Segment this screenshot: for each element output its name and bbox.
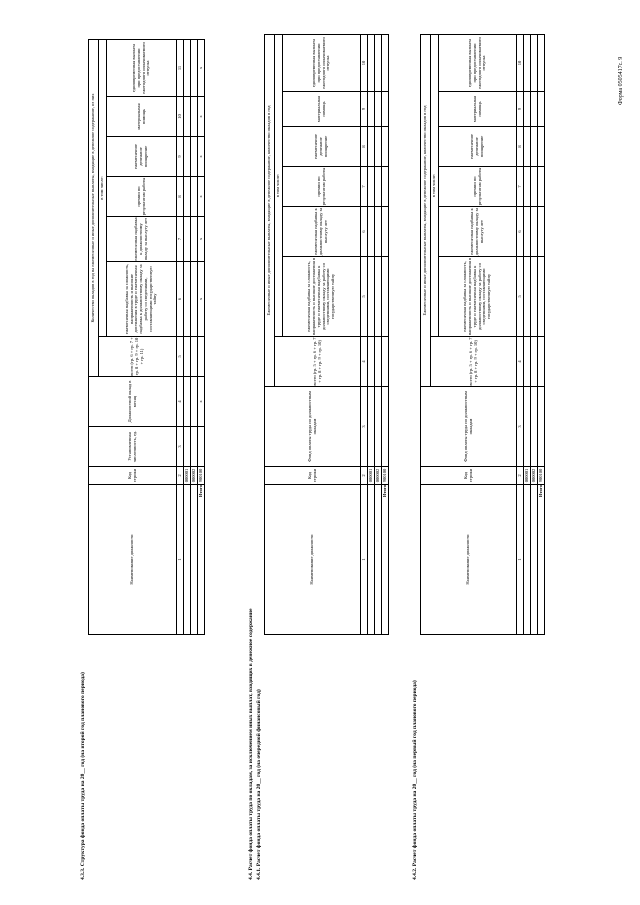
col-header-code: Код строки	[421, 467, 517, 485]
col-header-5: ежемесячная надбавка за сложность, напряженность и высокие достижения в труде и ежемесячная надбавка к должностному окладу за работу со сведениями, составляющими государственную тайну	[283, 257, 361, 337]
form-code: Форма 0505417с. 9	[618, 56, 624, 105]
table-4-3-3	[88, 39, 205, 635]
cell[interactable]	[375, 127, 382, 167]
cell[interactable]	[191, 217, 198, 262]
row-name[interactable]	[531, 485, 538, 635]
cell[interactable]	[184, 137, 191, 177]
cell[interactable]	[538, 387, 545, 467]
col-num: 9	[177, 137, 184, 177]
table-row	[524, 34, 531, 634]
cell[interactable]	[524, 257, 531, 337]
cell: x	[198, 39, 205, 96]
column-number-row	[517, 34, 524, 634]
section-4-4-2-title: 4.4.2. Расчет фонда оплаты труда на 20__ год (на первый год планового периода)	[412, 680, 418, 880]
cell[interactable]	[382, 337, 389, 387]
cell[interactable]	[382, 34, 389, 91]
cell[interactable]	[382, 387, 389, 467]
cell[interactable]	[524, 127, 531, 167]
cell[interactable]	[191, 377, 198, 427]
col-num: 6	[177, 262, 184, 337]
cell[interactable]	[375, 207, 382, 257]
cell[interactable]	[191, 39, 198, 96]
col-num: 5	[361, 257, 368, 337]
col-num: 11	[177, 39, 184, 96]
cell: x	[198, 217, 205, 262]
cell[interactable]	[538, 257, 545, 337]
row-name[interactable]	[191, 485, 198, 635]
col-num: 4	[177, 377, 184, 427]
cell[interactable]	[538, 207, 545, 257]
cell[interactable]	[375, 92, 382, 127]
cell[interactable]	[198, 427, 205, 467]
col-num: 2	[177, 467, 184, 485]
table-row-total	[382, 34, 389, 634]
cell: x	[198, 377, 205, 427]
cell[interactable]	[198, 337, 205, 377]
cell[interactable]	[382, 167, 389, 207]
cell[interactable]	[184, 97, 191, 137]
col-num: 6	[517, 207, 524, 257]
cell[interactable]	[531, 92, 538, 127]
row-name[interactable]	[184, 485, 191, 635]
table-row-total	[198, 39, 205, 634]
group-header: Количество окладов в год на ежемесячные и иные дополнительные выплаты, входящие в денежное содержание, из них	[89, 39, 99, 376]
table-row	[184, 39, 191, 634]
cell[interactable]	[531, 257, 538, 337]
cell[interactable]	[538, 34, 545, 91]
cell[interactable]	[191, 337, 198, 377]
col-num: 1	[517, 485, 524, 635]
col-header-10: единовременная выплата при предоставлении ежегодного оплачиваемого отпуска	[439, 34, 517, 91]
cell[interactable]	[382, 257, 389, 337]
col-num: 7	[177, 217, 184, 262]
col-num: 1	[177, 485, 184, 635]
subgroup-label: в том числе:	[99, 39, 107, 336]
cell[interactable]	[368, 34, 375, 91]
section-4-4-title: 4.4. Расчет фонда оплаты труда по окладам, за исключением иных выплат, входящих в денежное содержание	[248, 608, 254, 880]
col-header-7: ежемесячная надбавка к должностному окладу за выслугу лет	[107, 217, 177, 262]
row-name[interactable]	[368, 485, 375, 635]
cell[interactable]	[524, 34, 531, 91]
row-code: 000001	[184, 467, 191, 485]
col-num: 3	[177, 427, 184, 467]
column-number-row	[361, 34, 368, 634]
cell[interactable]	[382, 207, 389, 257]
cell[interactable]	[368, 127, 375, 167]
cell[interactable]	[531, 167, 538, 207]
group-header: Ежемесячные и иные дополнительные выплаты, входящие в денежное содержание, количество окладов в год	[265, 34, 275, 386]
col-num: 10	[361, 34, 368, 91]
col-header-8: премии по результатам работы	[107, 177, 177, 217]
group-header: Ежемесячные и иные дополнительные выплаты, входящие в денежное содержание, количество окладов в год	[421, 34, 431, 386]
row-code: 000001	[368, 467, 375, 485]
row-code: 900100	[538, 467, 545, 485]
cell[interactable]	[191, 97, 198, 137]
col-header-staff: Установленная численность, ед.	[89, 427, 177, 467]
cell[interactable]	[368, 337, 375, 387]
cell[interactable]	[524, 207, 531, 257]
cell[interactable]	[531, 34, 538, 91]
cell: x	[198, 262, 205, 337]
cell: x	[198, 177, 205, 217]
row-total-label: Итого	[538, 485, 545, 635]
col-header-10: материальная помощь	[107, 97, 177, 137]
row-total-label: Итого	[198, 485, 205, 635]
col-num: 2	[517, 467, 524, 485]
cell[interactable]	[538, 337, 545, 387]
table-row	[375, 34, 382, 634]
cell[interactable]	[538, 92, 545, 127]
cell: x	[198, 97, 205, 137]
row-name[interactable]	[524, 485, 531, 635]
section-4-4-1-title: 4.4.1. Расчет фонда оплаты труда на 20__ год (на очередной финансовый год)	[256, 689, 262, 880]
col-header-name: Наименование должности	[421, 485, 517, 635]
cell[interactable]	[531, 337, 538, 387]
table-row	[368, 34, 375, 634]
col-header-9: материальная помощь	[283, 92, 361, 127]
cell[interactable]	[191, 177, 198, 217]
cell[interactable]	[524, 387, 531, 467]
col-header-code: Код строки	[89, 467, 177, 485]
cell[interactable]	[531, 127, 538, 167]
col-num: 4	[517, 337, 524, 387]
cell[interactable]	[191, 427, 198, 467]
table-4-4-1	[264, 34, 389, 635]
col-num: 10	[517, 34, 524, 91]
cell[interactable]	[184, 262, 191, 337]
col-num: 5	[517, 257, 524, 337]
col-num: 2	[361, 467, 368, 485]
cell[interactable]	[368, 387, 375, 467]
cell[interactable]	[382, 127, 389, 167]
col-num: 3	[361, 387, 368, 467]
cell[interactable]	[184, 39, 191, 96]
col-header-9: ежемесячное денежное поощрение	[107, 137, 177, 177]
section-4-3-3-title: 4.3.3. Структура фонда оплаты труда на 20__ год (на второй год планового периода)	[80, 672, 86, 880]
row-code: 000002	[375, 467, 382, 485]
col-header-fot: Фонд оплаты труда по должностным окладам	[421, 387, 517, 467]
cell[interactable]	[184, 427, 191, 467]
col-header-11: единовременная выплата при предоставлении ежегодного оплачиваемого отпуска	[107, 39, 177, 96]
col-num: 8	[517, 127, 524, 167]
cell[interactable]	[382, 92, 389, 127]
col-header-total: всего (гр. 6 + гр. 7 + гр. 8 + гр. 9 + гр. 10 + гр. 11)	[99, 337, 177, 377]
col-header-8: ежемесячное денежное поощрение	[283, 127, 361, 167]
col-header-7: премии по результатам работы	[439, 167, 517, 207]
cell[interactable]	[191, 137, 198, 177]
cell[interactable]	[368, 207, 375, 257]
cell[interactable]	[368, 92, 375, 127]
cell[interactable]	[375, 167, 382, 207]
col-num: 8	[177, 177, 184, 217]
row-code: 000002	[191, 467, 198, 485]
cell: x	[198, 137, 205, 177]
cell[interactable]	[538, 167, 545, 207]
col-header-8: ежемесячное денежное поощрение	[439, 127, 517, 167]
cell[interactable]	[375, 34, 382, 91]
col-num: 6	[361, 207, 368, 257]
row-name[interactable]	[375, 485, 382, 635]
col-num: 7	[517, 167, 524, 207]
column-number-row	[177, 39, 184, 634]
cell[interactable]	[524, 92, 531, 127]
cell[interactable]	[368, 167, 375, 207]
subgroup-label: в том числе:	[275, 34, 283, 336]
table-row	[531, 34, 538, 634]
col-header-total: всего (гр. 5 + гр. 6 + гр. 7 + гр. 8 + гр. 9 + гр. 10)	[275, 337, 361, 387]
col-num: 3	[517, 387, 524, 467]
col-header-6: ежемесячная надбавка за сложность, напряженность и высокие достижения в труде и ежемесячная надбавка к должностному окладу за работу со сведениями, составляющими государственную тайну	[107, 262, 177, 337]
col-header-total: всего (гр. 5 + гр. 6 + гр. 7 + гр. 8 + гр. 9 + гр. 10)	[431, 337, 517, 387]
row-code: 900100	[382, 467, 389, 485]
col-header-6: ежемесячная надбавка к должностному окладу за выслугу лет	[283, 207, 361, 257]
cell[interactable]	[184, 217, 191, 262]
col-header-salary: Должностной оклад в месяц	[89, 377, 177, 427]
col-num: 1	[361, 485, 368, 635]
cell[interactable]	[375, 387, 382, 467]
col-header-6: ежемесячная надбавка к должностному окладу за выслугу лет	[439, 207, 517, 257]
table-row-total	[538, 34, 545, 634]
subgroup-label: в том числе:	[431, 34, 439, 336]
col-header-name: Наименование должности	[265, 485, 361, 635]
cell[interactable]	[524, 167, 531, 207]
row-total-label: Итого	[382, 485, 389, 635]
cell[interactable]	[375, 337, 382, 387]
col-num: 10	[177, 97, 184, 137]
cell[interactable]	[368, 257, 375, 337]
col-num: 7	[361, 167, 368, 207]
cell[interactable]	[184, 177, 191, 217]
cell[interactable]	[531, 207, 538, 257]
cell[interactable]	[524, 337, 531, 387]
col-num: 5	[177, 337, 184, 377]
row-code: 000001	[524, 467, 531, 485]
cell[interactable]	[184, 337, 191, 377]
row-code: 000002	[531, 467, 538, 485]
col-num: 8	[361, 127, 368, 167]
table-4-4-2	[420, 34, 545, 635]
col-header-7: премии по результатам работы	[283, 167, 361, 207]
col-header-fot: Фонд оплаты труда по должностным окладам	[265, 387, 361, 467]
cell[interactable]	[531, 387, 538, 467]
table-row	[191, 39, 198, 634]
cell[interactable]	[375, 257, 382, 337]
col-num: 4	[361, 337, 368, 387]
row-code: 900100	[198, 467, 205, 485]
col-num: 9	[361, 92, 368, 127]
cell[interactable]	[184, 377, 191, 427]
col-header-5: ежемесячная надбавка за сложность, напряженность и высокие достижения в труде и ежемесячная надбавка к должностному окладу за работу со сведениями, составляющими государственную тайну	[439, 257, 517, 337]
col-header-10: единовременная выплата при предоставлении ежегодного оплачиваемого отпуска	[283, 34, 361, 91]
col-header-9: материальная помощь	[439, 92, 517, 127]
cell[interactable]	[538, 127, 545, 167]
col-num: 9	[517, 92, 524, 127]
cell[interactable]	[191, 262, 198, 337]
col-header-code: Код строки	[265, 467, 361, 485]
col-header-name: Наименование должности	[89, 485, 177, 635]
